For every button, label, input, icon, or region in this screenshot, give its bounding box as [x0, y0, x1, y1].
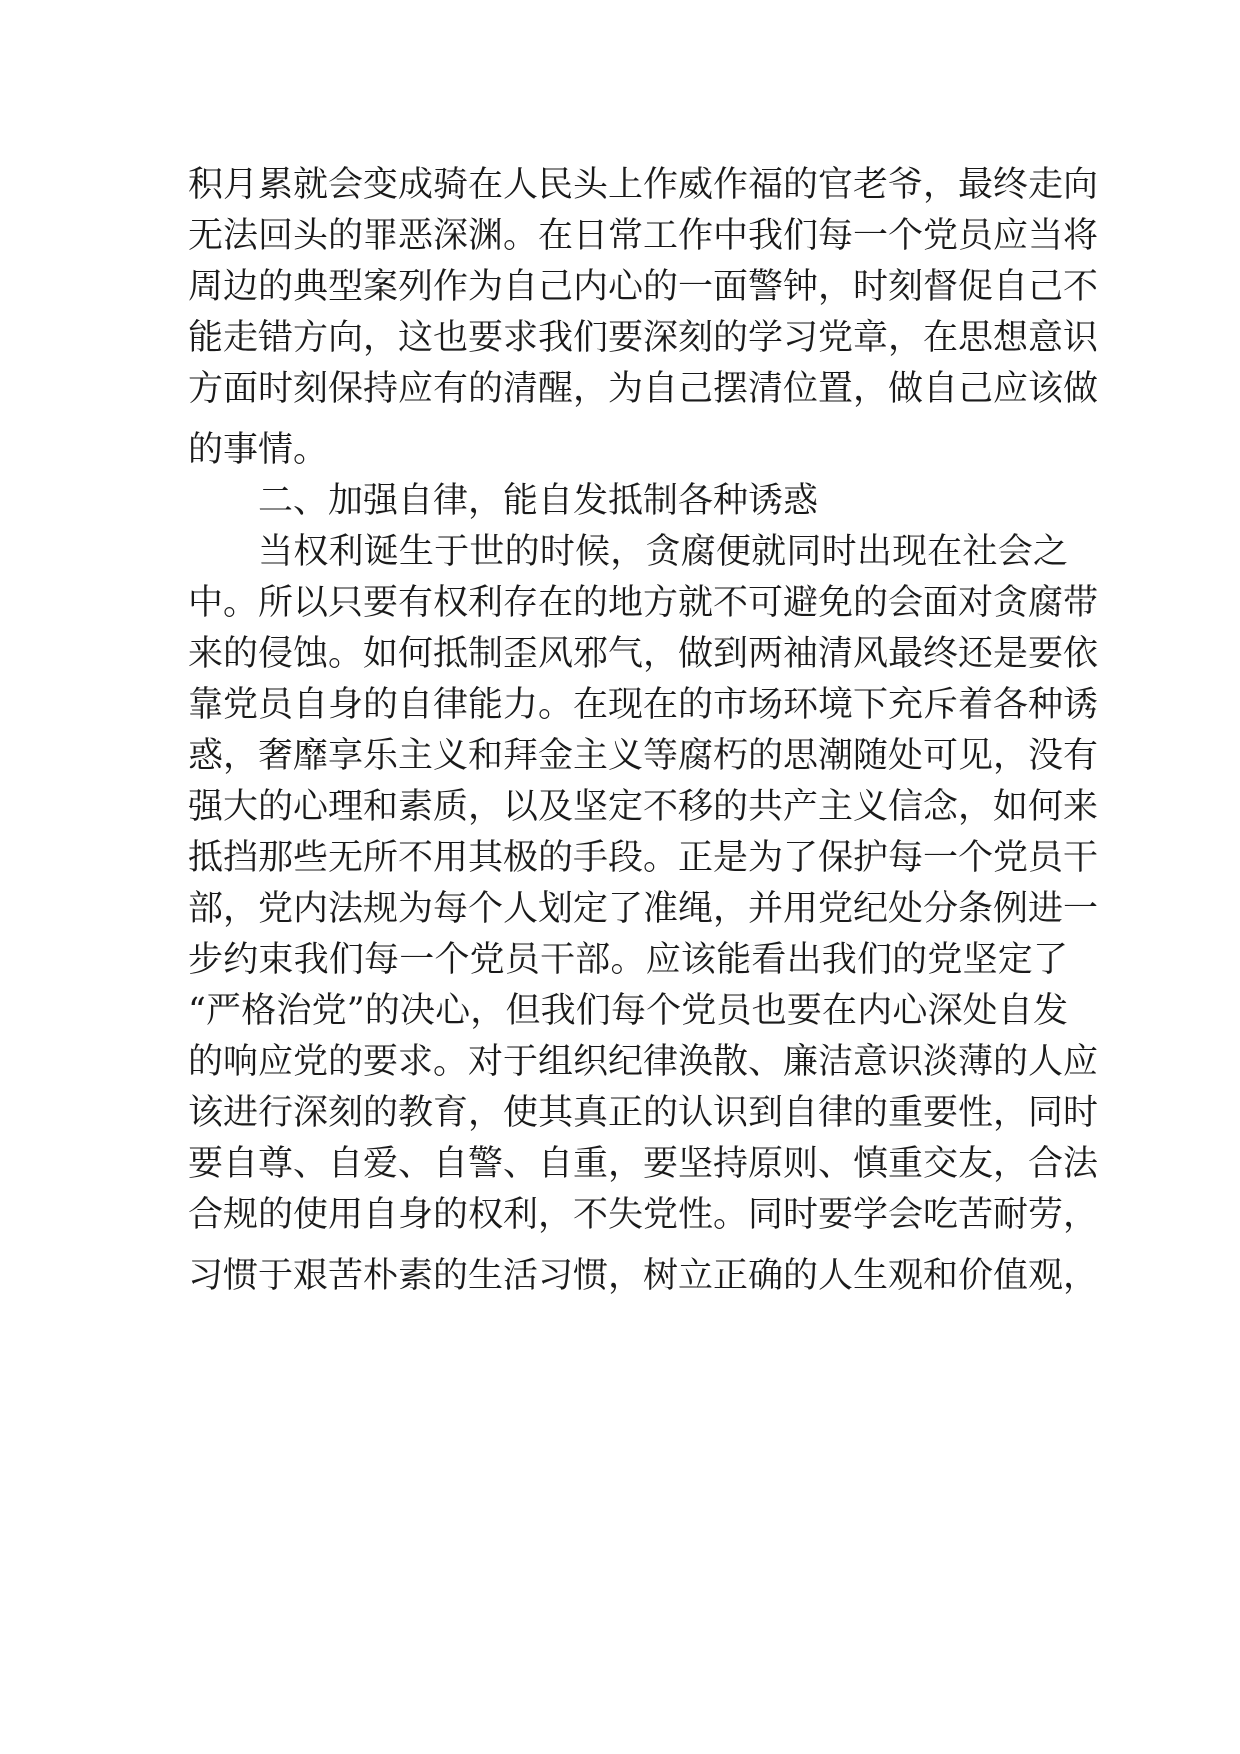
paragraph-2	[188, 527, 1099, 1302]
paragraph-line: 强大的心理和素质，以及坚定不移的共产主义信念，如何来	[188, 787, 1099, 827]
document-body	[188, 160, 1099, 1302]
paragraph-line: 积月累就会变成骑在人民头上作威作福的官老爷，最终走向	[188, 165, 1099, 205]
paragraph-line: 惑，奢靡享乐主义和拜金主义等腐朽的思潮随处可见，没有	[188, 736, 1099, 776]
paragraph-line: 该进行深刻的教育，使其真正的认识到自律的重要性，同时	[188, 1093, 1099, 1133]
paragraph-line: 中。所以只要有权利存在的地方就不可避免的会面对贪腐带	[188, 583, 1099, 623]
paragraph-line: 要自尊、自爱、自警、自重，要坚持原则、慎重交友，合法	[188, 1144, 1099, 1184]
paragraph-line: 周边的典型案列作为自己内心的一面警钟，时刻督促自己不	[188, 267, 1099, 307]
paragraph-1	[188, 160, 1099, 476]
paragraph-line: 步约束我们每一个党员干部。应该能看出我们的党坚定了	[188, 940, 1068, 980]
paragraph-line: 部，党内法规为每个人划定了准绳，并用党纪处分条例进一	[188, 889, 1099, 929]
paragraph-line: 来的侵蚀。如何抵制歪风邪气，做到两袖清风最终还是要依	[188, 634, 1099, 674]
paragraph-line: 当权利诞生于世的时候，贪腐便就同时出现在社会之	[258, 532, 1068, 572]
paragraph-line: “严格治党”的决心，但我们每个党员也要在内心深处自发	[188, 991, 1068, 1031]
section-heading: 二、加强自律，能自发抵制各种诱惑	[258, 481, 819, 521]
paragraph-line: 无法回头的罪恶深渊。在日常工作中我们每一个党员应当将	[188, 216, 1099, 256]
paragraph-line: 的事情。	[188, 430, 329, 470]
paragraph-line: 合规的使用自身的权利，不失党性。同时要学会吃苦耐劳，	[188, 1195, 1099, 1235]
paragraph-line: 抵挡那些无所不用其极的手段。正是为了保护每一个党员干	[188, 838, 1099, 878]
paragraph-line: 的响应党的要求。对于组织纪律涣散、廉洁意识淡薄的人应	[188, 1042, 1099, 1082]
paragraph-line: 习惯于艰苦朴素的生活习惯，树立正确的人生观和价值观，	[188, 1256, 1099, 1296]
paragraph-line: 能走错方向，这也要求我们要深刻的学习党章，在思想意识	[188, 318, 1099, 358]
paragraph-line: 靠党员自身的自律能力。在现在的市场环境下充斥着各种诱	[188, 685, 1099, 725]
paragraph-line: 方面时刻保持应有的清醒，为自己摆清位置，做自己应该做	[188, 369, 1099, 409]
